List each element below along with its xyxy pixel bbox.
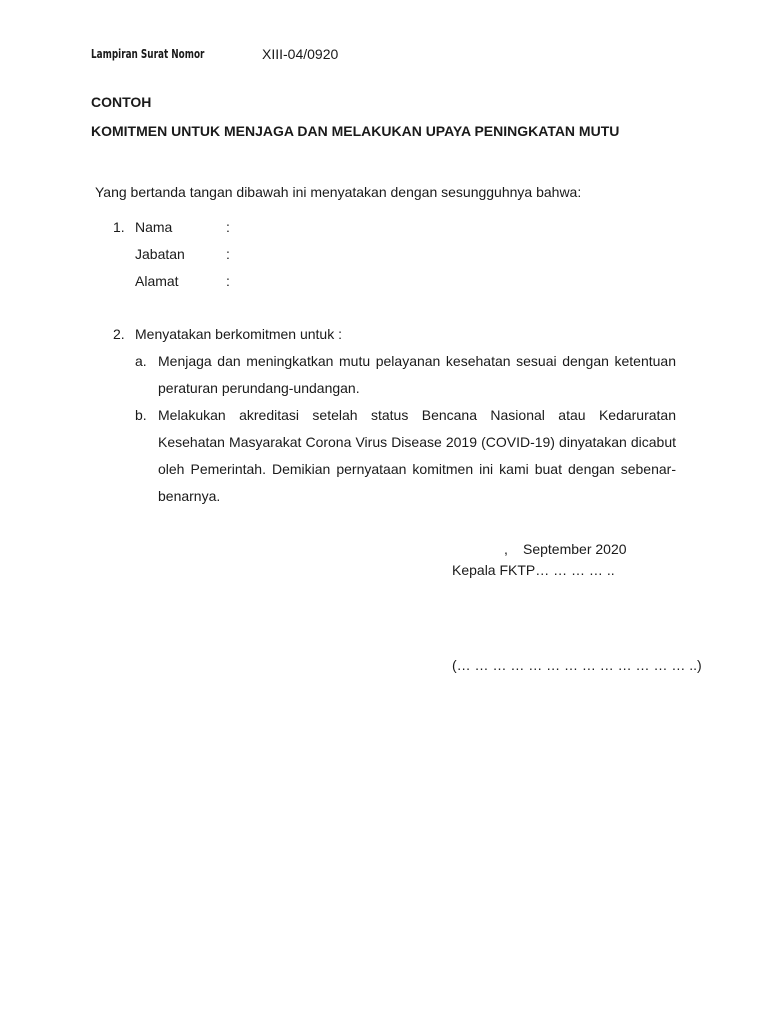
item-2-text: Menyatakan berkomitmen untuk :	[135, 326, 342, 342]
signature-name-placeholder: (… … … … … … … … … … … … … ..)	[452, 657, 702, 673]
field-label-position: Jabatan	[135, 246, 185, 262]
document-title-example: CONTOH	[91, 94, 152, 110]
field-colon-name: :	[226, 219, 230, 235]
attachment-label: Lampiran Surat Nomor	[91, 47, 205, 61]
field-label-name: Nama	[135, 219, 173, 235]
letter-number: XIII-04/0920	[262, 46, 339, 62]
signature-date: September 2020	[523, 541, 627, 557]
item-1-number: 1.	[113, 219, 125, 235]
subitem-b-letter: b.	[135, 407, 147, 423]
signature-place-comma: ,	[504, 541, 508, 557]
item-2-number: 2.	[113, 326, 125, 342]
document-title-main: KOMITMEN UNTUK MENJAGA DAN MELAKUKAN UPAYA PENINGKATAN MUTU	[91, 123, 620, 139]
field-label-address: Alamat	[135, 273, 179, 289]
field-colon-position: :	[226, 246, 230, 262]
subitem-b-text: Melakukan akreditasi setelah status Bencana Nasional atau Kedaruratan Kesehatan Masyarakat Corona Virus Disease 2019 (COVID-19) dinyatakan dicabut oleh Pemerintah. Demikian pernyataan komitmen ini kami buat dengan sebenar-benarnya.	[158, 407, 676, 504]
signature-position: Kepala FKTP… … … … ..	[452, 562, 615, 578]
subitem-a-text: Menjaga dan meningkatkan mutu pelayanan kesehatan sesuai dengan ketentuan peraturan perundang-undangan.	[158, 353, 676, 396]
intro-statement: Yang bertanda tangan dibawah ini menyatakan dengan sesungguhnya bahwa:	[95, 184, 582, 200]
field-colon-address: :	[226, 273, 230, 289]
subitem-a-letter: a.	[135, 353, 147, 369]
